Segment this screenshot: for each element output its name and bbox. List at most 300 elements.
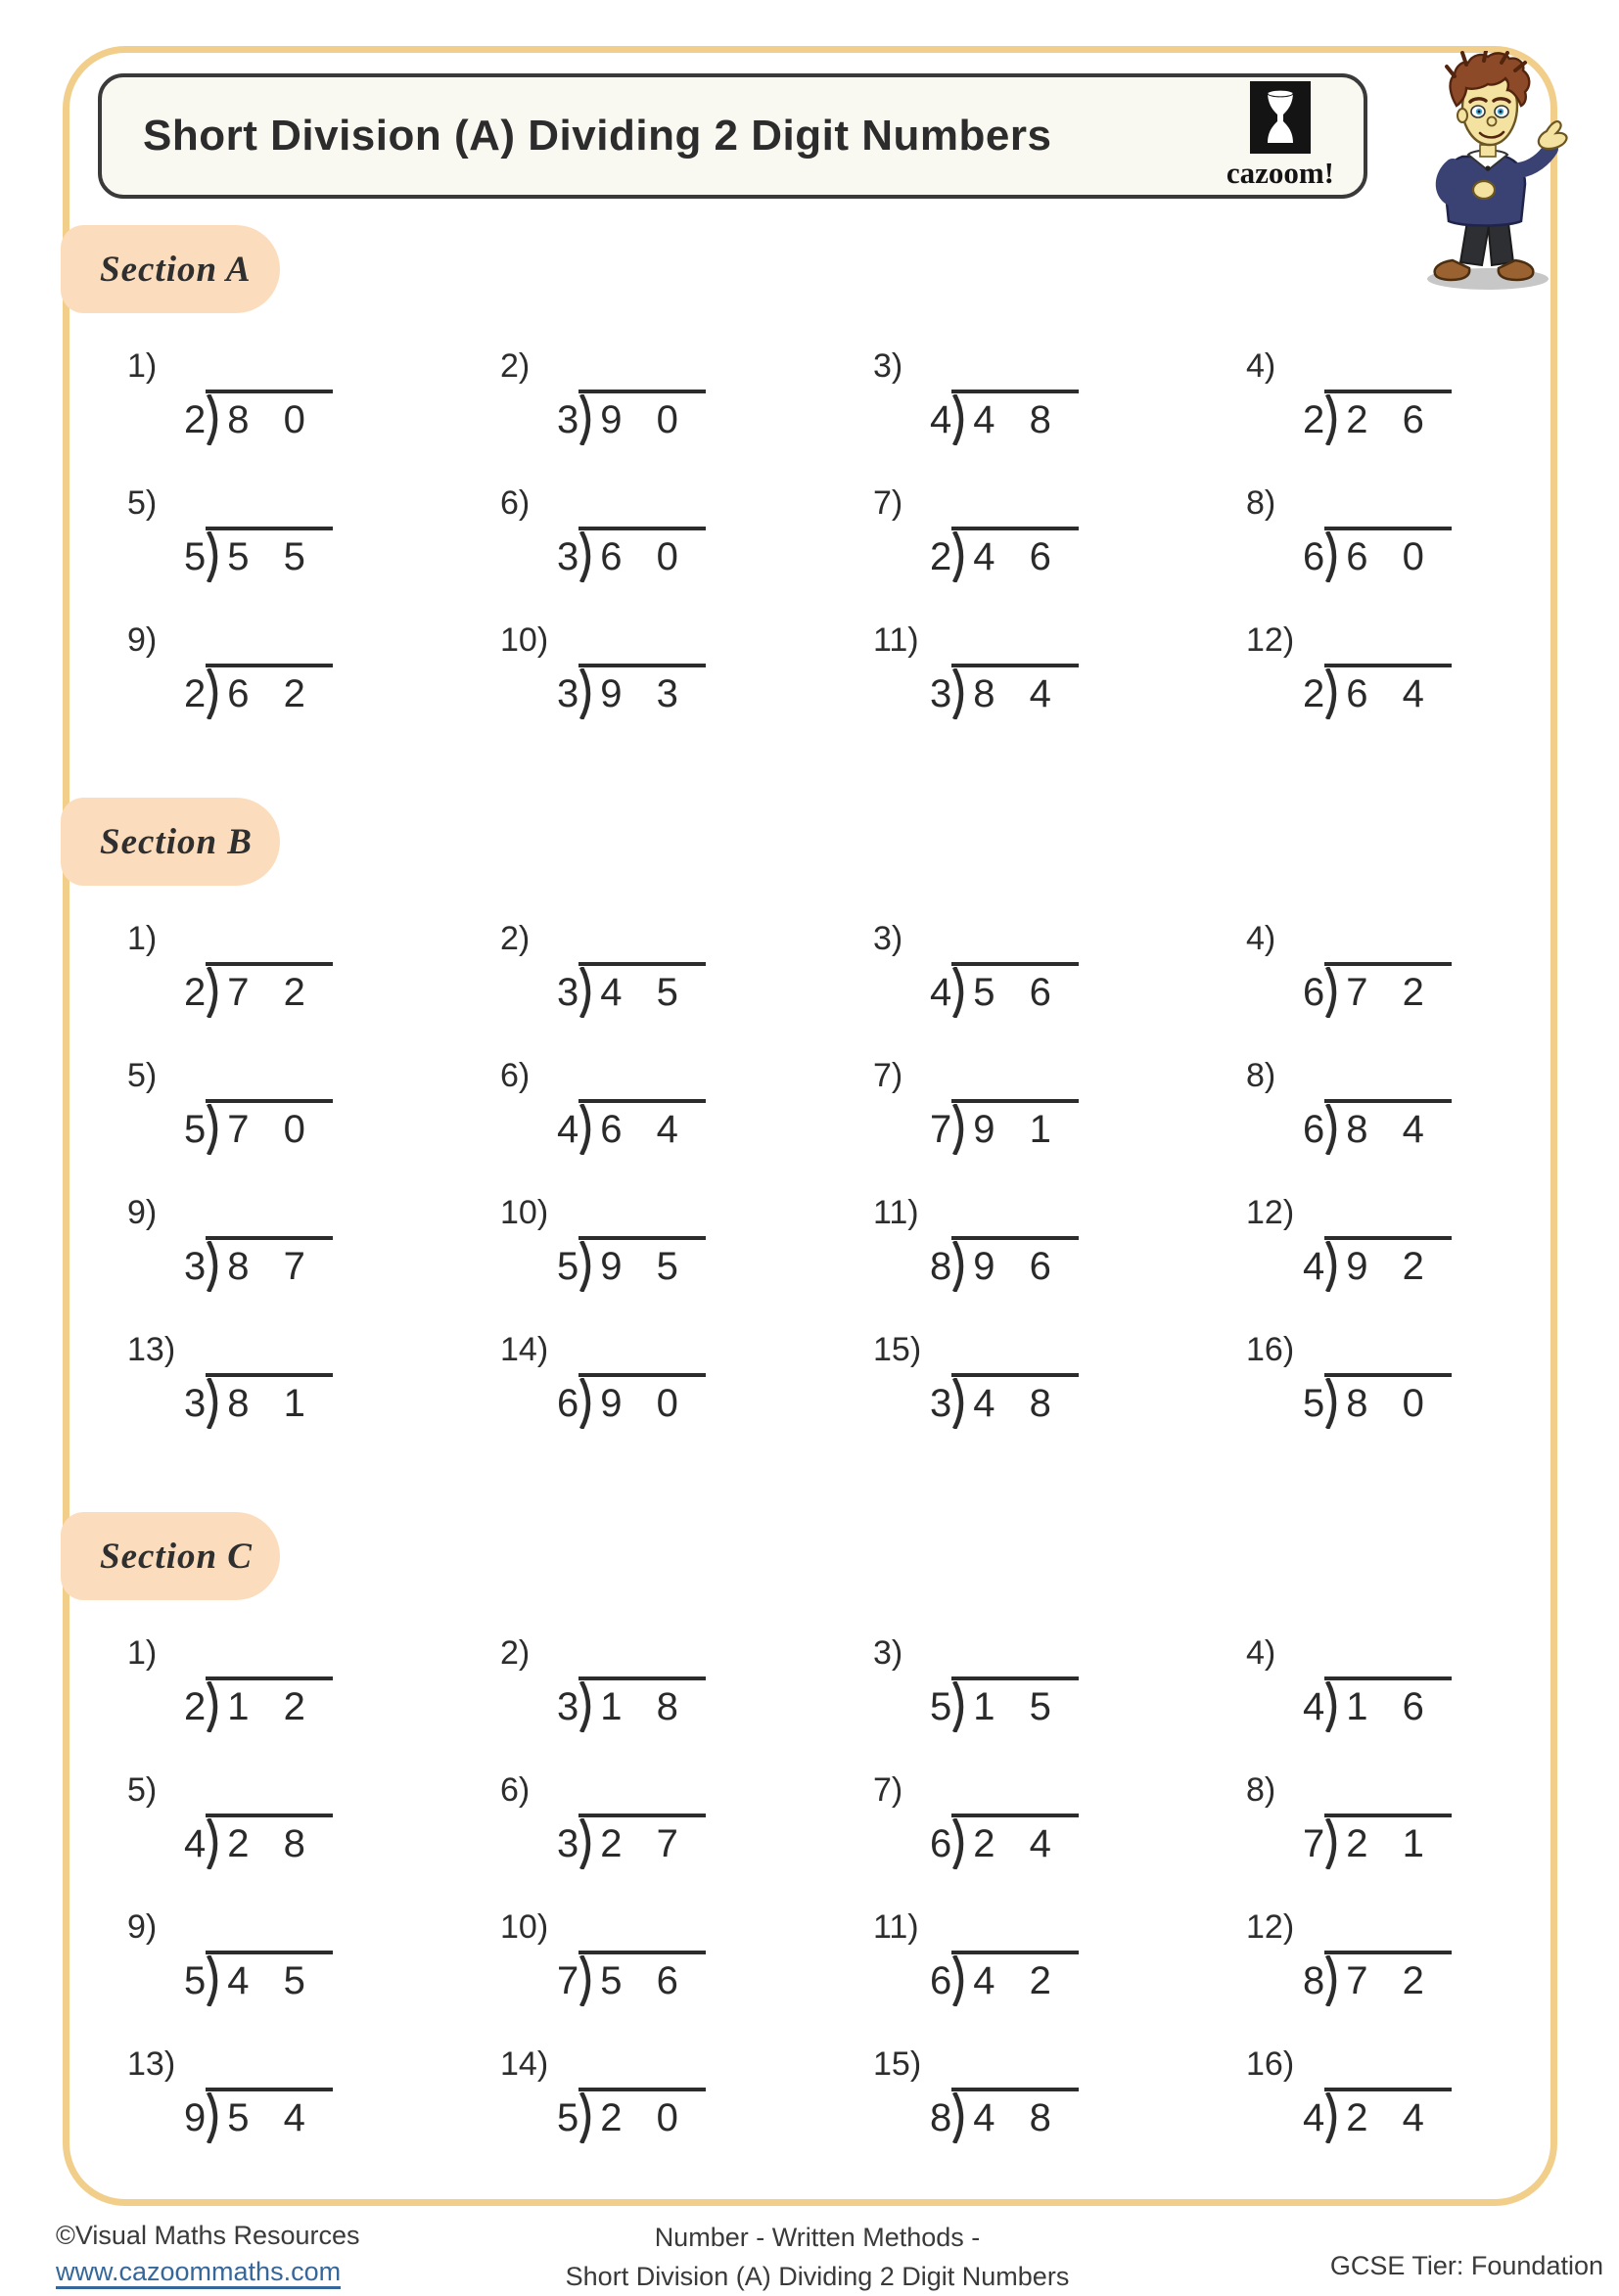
division-vinculum-group: [206, 2088, 333, 2143]
division-vinculum-group: [206, 527, 333, 582]
footer-tier: GCSE Tier: Foundation: [1329, 2251, 1603, 2280]
bus-stop-division: [557, 664, 706, 719]
division-vinculum-group: [578, 1951, 706, 2006]
division-dividend: 9 3: [600, 672, 690, 715]
division-vinculum-group: [1324, 1236, 1452, 1292]
division-bracket-icon: [1324, 1681, 1342, 1732]
division-problem: [1246, 920, 1619, 1014]
problem-number: 2): [500, 920, 531, 957]
division-vinculum-group: [206, 1814, 333, 1869]
division-divisor: 8: [930, 2096, 952, 2139]
division-vinculum-group: [578, 527, 706, 582]
division-divisor: 5: [930, 1685, 952, 1728]
problem-number: 11): [873, 1908, 919, 1946]
division-dividend: 5 4: [227, 2096, 317, 2139]
bus-stop-division: [930, 962, 1079, 1018]
problem-number: 3): [873, 347, 903, 385]
division-dividend: 4 6: [973, 535, 1063, 578]
division-dividend: 2 1: [1346, 1822, 1436, 1865]
division-bracket-icon: [578, 668, 596, 719]
bus-stop-division: [184, 1951, 333, 2006]
division-divisor: 2: [184, 1685, 207, 1728]
division-dividend: 9 5: [600, 1245, 690, 1288]
division-vinculum-group: [206, 1951, 333, 2006]
problem-number: 6): [500, 1057, 531, 1094]
bus-stop-division: [184, 1236, 333, 1292]
division-problem: [500, 1771, 873, 1865]
bus-stop-division: [184, 1099, 333, 1155]
problem-number: 13): [127, 2045, 176, 2083]
bus-stop-division: [1303, 2088, 1452, 2143]
division-divisor: 5: [184, 1108, 207, 1151]
division-divisor: 6: [1303, 535, 1325, 578]
bus-stop-division: [184, 1676, 333, 1732]
division-problem: [127, 1331, 500, 1425]
division-vinculum-group: [951, 1099, 1079, 1155]
problem-number: 12): [1246, 621, 1295, 659]
bus-stop-division: [930, 2088, 1079, 2143]
website-link[interactable]: www.cazoommaths.com: [56, 2257, 341, 2289]
division-vinculum-group: [1324, 664, 1452, 719]
division-divisor: 7: [557, 1959, 579, 2002]
division-vinculum-group: [951, 2088, 1079, 2143]
division-vinculum-group: [206, 1373, 333, 1429]
division-vinculum-group: [1324, 1099, 1452, 1155]
problem-number: 9): [127, 1908, 158, 1946]
division-divisor: 2: [184, 672, 207, 715]
division-problem: [873, 1771, 1246, 1865]
division-bracket-icon: [578, 2092, 596, 2143]
division-bracket-icon: [578, 394, 596, 445]
problem-number: 10): [500, 1908, 549, 1946]
division-problem: [873, 1057, 1246, 1151]
bus-stop-division: [184, 962, 333, 1018]
division-problem: [127, 1908, 500, 2002]
division-problem: [1246, 1057, 1619, 1151]
division-bracket-icon: [206, 668, 223, 719]
division-problem: [127, 621, 500, 715]
problem-number: 7): [873, 1771, 903, 1809]
division-vinculum-group: [206, 664, 333, 719]
problem-number: 4): [1246, 347, 1276, 385]
division-bracket-icon: [1324, 2092, 1342, 2143]
division-divisor: 5: [184, 1959, 207, 2002]
bus-stop-division: [1303, 1236, 1452, 1292]
worksheet-section: [0, 798, 1619, 1425]
division-problem: [1246, 1331, 1619, 1425]
division-divisor: 2: [930, 535, 952, 578]
division-problem: [873, 621, 1246, 715]
problem-number: 13): [127, 1331, 176, 1368]
problem-grid: [127, 347, 1619, 715]
division-vinculum-group: [951, 664, 1079, 719]
division-divisor: 8: [1303, 1959, 1325, 2002]
division-divisor: 3: [557, 1685, 579, 1728]
division-dividend: 5 5: [227, 535, 317, 578]
problem-number: 8): [1246, 1771, 1276, 1809]
division-dividend: 4 5: [600, 971, 690, 1014]
division-vinculum-group: [1324, 2088, 1452, 2143]
division-problem: [1246, 1908, 1619, 2002]
problem-number: 15): [873, 1331, 922, 1368]
worksheet-title-bar: [98, 73, 1367, 199]
division-problem: [873, 1194, 1246, 1288]
problem-number: 5): [127, 1057, 158, 1094]
division-dividend: 4 8: [973, 1382, 1063, 1425]
problem-number: 1): [127, 347, 158, 385]
division-problem: [127, 1057, 500, 1151]
problem-number: 3): [873, 920, 903, 957]
division-vinculum-group: [1324, 390, 1452, 445]
division-divisor: 3: [557, 672, 579, 715]
division-divisor: 3: [930, 1382, 952, 1425]
bus-stop-division: [1303, 664, 1452, 719]
logo-wordmark: cazoom!: [1226, 156, 1334, 190]
division-bracket-icon: [206, 1681, 223, 1732]
division-vinculum-group: [1324, 1814, 1452, 1869]
division-bracket-icon: [951, 531, 969, 582]
division-divisor: 7: [930, 1108, 952, 1151]
division-bracket-icon: [206, 1104, 223, 1155]
division-problem: [1246, 1771, 1619, 1865]
division-vinculum-group: [206, 1099, 333, 1155]
bus-stop-division: [184, 390, 333, 445]
division-problem: [127, 347, 500, 441]
problem-number: 6): [500, 1771, 531, 1809]
division-problem: [127, 484, 500, 578]
problem-number: 10): [500, 621, 549, 659]
bus-stop-division: [557, 1676, 706, 1732]
division-bracket-icon: [951, 394, 969, 445]
division-dividend: 9 2: [1346, 1245, 1436, 1288]
division-dividend: 8 4: [973, 672, 1063, 715]
division-divisor: 5: [184, 535, 207, 578]
division-dividend: 6 4: [1346, 672, 1436, 715]
division-vinculum-group: [951, 1951, 1079, 2006]
bus-stop-division: [930, 1814, 1079, 1869]
problem-number: 11): [873, 1194, 919, 1231]
division-dividend: 4 5: [227, 1959, 317, 2002]
division-dividend: 2 6: [1346, 398, 1436, 441]
division-bracket-icon: [578, 967, 596, 1018]
division-divisor: 4: [184, 1822, 207, 1865]
division-dividend: 6 0: [1346, 535, 1436, 578]
section-heading: [61, 798, 280, 886]
division-problem: [1246, 1194, 1619, 1288]
bus-stop-division: [557, 1236, 706, 1292]
division-problem: [500, 1057, 873, 1151]
bus-stop-division: [1303, 527, 1452, 582]
division-bracket-icon: [578, 1681, 596, 1732]
division-dividend: 7 2: [227, 971, 317, 1014]
division-bracket-icon: [951, 967, 969, 1018]
division-problem: [500, 347, 873, 441]
division-dividend: 8 7: [227, 1245, 317, 1288]
division-vinculum-group: [578, 1676, 706, 1732]
division-divisor: 5: [1303, 1382, 1325, 1425]
problem-number: 5): [127, 484, 158, 522]
division-divisor: 2: [184, 398, 207, 441]
division-vinculum-group: [951, 1236, 1079, 1292]
division-divisor: 4: [930, 398, 952, 441]
cazoom-logo: [1226, 81, 1334, 191]
bus-stop-division: [1303, 1373, 1452, 1429]
bus-stop-division: [930, 1099, 1079, 1155]
problem-number: 14): [500, 2045, 549, 2083]
footer-left: [56, 2218, 360, 2290]
division-dividend: 9 0: [600, 398, 690, 441]
division-dividend: 1 6: [1346, 1685, 1436, 1728]
division-problem: [1246, 2045, 1619, 2139]
division-divisor: 6: [1303, 971, 1325, 1014]
division-problem: [500, 920, 873, 1014]
division-dividend: 8 4: [1346, 1108, 1436, 1151]
division-divisor: 4: [1303, 1685, 1325, 1728]
division-bracket-icon: [206, 1241, 223, 1292]
worksheet-section: [0, 225, 1619, 715]
division-dividend: 1 8: [600, 1685, 690, 1728]
division-problem: [873, 1908, 1246, 2002]
section-heading-label: Section A: [100, 249, 252, 290]
division-dividend: 6 0: [600, 535, 690, 578]
division-divisor: 3: [557, 535, 579, 578]
division-problem: [873, 347, 1246, 441]
division-bracket-icon: [578, 1818, 596, 1869]
division-bracket-icon: [951, 668, 969, 719]
division-dividend: 8 0: [1346, 1382, 1436, 1425]
division-vinculum-group: [951, 527, 1079, 582]
division-problem: [873, 920, 1246, 1014]
section-heading-label: Section C: [100, 1536, 253, 1577]
division-problem: [127, 920, 500, 1014]
problem-number: 3): [873, 1634, 903, 1672]
division-bracket-icon: [951, 1104, 969, 1155]
division-dividend: 4 8: [973, 2096, 1063, 2139]
division-vinculum-group: [1324, 1951, 1452, 2006]
division-problem: [500, 1908, 873, 2002]
bus-stop-division: [1303, 1951, 1452, 2006]
division-dividend: 4 2: [973, 1959, 1063, 2002]
division-problem: [1246, 621, 1619, 715]
division-problem: [873, 484, 1246, 578]
bus-stop-division: [184, 1373, 333, 1429]
problem-number: 4): [1246, 1634, 1276, 1672]
bus-stop-division: [930, 1951, 1079, 2006]
division-dividend: 2 4: [1346, 2096, 1436, 2139]
division-divisor: 3: [930, 672, 952, 715]
division-vinculum-group: [951, 962, 1079, 1018]
division-bracket-icon: [1324, 668, 1342, 719]
division-dividend: 8 0: [227, 398, 317, 441]
bus-stop-division: [184, 527, 333, 582]
problem-number: 12): [1246, 1194, 1295, 1231]
division-dividend: 1 2: [227, 1685, 317, 1728]
division-problem: [1246, 1634, 1619, 1728]
problem-number: 6): [500, 484, 531, 522]
bus-stop-division: [184, 1814, 333, 1869]
division-vinculum-group: [206, 1676, 333, 1732]
problem-grid: [127, 1634, 1619, 2139]
division-problem: [500, 1634, 873, 1728]
division-bracket-icon: [951, 1378, 969, 1429]
problem-number: 16): [1246, 2045, 1295, 2083]
problem-number: 1): [127, 1634, 158, 1672]
division-divisor: 3: [557, 398, 579, 441]
problem-number: 2): [500, 1634, 531, 1672]
division-bracket-icon: [206, 531, 223, 582]
problem-number: 14): [500, 1331, 549, 1368]
division-vinculum-group: [578, 664, 706, 719]
division-divisor: 5: [557, 1245, 579, 1288]
section-heading: [61, 225, 280, 313]
bus-stop-division: [557, 1951, 706, 2006]
division-vinculum-group: [951, 390, 1079, 445]
division-bracket-icon: [578, 1955, 596, 2006]
division-problem: [873, 1331, 1246, 1425]
section-heading-label: Section B: [100, 821, 253, 862]
division-dividend: 7 2: [1346, 1959, 1436, 2002]
problem-number: 10): [500, 1194, 549, 1231]
division-problem: [500, 1194, 873, 1288]
division-dividend: 2 0: [600, 2096, 690, 2139]
division-vinculum-group: [206, 962, 333, 1018]
problem-number: 5): [127, 1771, 158, 1809]
division-vinculum-group: [578, 1099, 706, 1155]
division-divisor: 5: [557, 2096, 579, 2139]
division-bracket-icon: [1324, 1104, 1342, 1155]
bus-stop-division: [557, 527, 706, 582]
division-divisor: 6: [930, 1822, 952, 1865]
division-dividend: 5 6: [600, 1959, 690, 2002]
division-vinculum-group: [206, 390, 333, 445]
division-divisor: 6: [1303, 1108, 1325, 1151]
division-problem: [500, 621, 873, 715]
division-bracket-icon: [1324, 967, 1342, 1018]
bus-stop-division: [557, 1814, 706, 1869]
division-vinculum-group: [578, 962, 706, 1018]
division-bracket-icon: [578, 1104, 596, 1155]
problem-number: 7): [873, 1057, 903, 1094]
division-divisor: 4: [1303, 2096, 1325, 2139]
division-dividend: 9 6: [973, 1245, 1063, 1288]
bus-stop-division: [557, 390, 706, 445]
division-vinculum-group: [951, 1814, 1079, 1869]
division-problem: [127, 2045, 500, 2139]
footer-topic-line2: Short Division (A) Dividing 2 Digit Numbers: [565, 2262, 1070, 2291]
division-dividend: 9 1: [973, 1108, 1063, 1151]
worksheet-section: [0, 1512, 1619, 2139]
copyright-text: ©Visual Maths Resources: [56, 2221, 360, 2250]
division-bracket-icon: [1324, 531, 1342, 582]
division-bracket-icon: [206, 967, 223, 1018]
problem-number: 8): [1246, 1057, 1276, 1094]
bus-stop-division: [930, 527, 1079, 582]
division-dividend: 2 4: [973, 1822, 1063, 1865]
division-divisor: 2: [184, 971, 207, 1014]
division-vinculum-group: [578, 1814, 706, 1869]
division-vinculum-group: [578, 390, 706, 445]
division-bracket-icon: [206, 2092, 223, 2143]
footer-topic-line1: Number - Written Methods -: [654, 2223, 981, 2252]
division-vinculum-group: [951, 1373, 1079, 1429]
division-divisor: 3: [557, 1822, 579, 1865]
problem-number: 2): [500, 347, 531, 385]
division-divisor: 2: [1303, 672, 1325, 715]
page-title: Short Division (A) Dividing 2 Digit Numbers: [143, 112, 1052, 160]
division-bracket-icon: [951, 1241, 969, 1292]
division-bracket-icon: [951, 1818, 969, 1869]
problem-number: 9): [127, 1194, 158, 1231]
division-bracket-icon: [1324, 1955, 1342, 2006]
division-problem: [127, 1634, 500, 1728]
division-bracket-icon: [1324, 1378, 1342, 1429]
footer-center: [445, 2218, 1189, 2296]
division-dividend: 8 1: [227, 1382, 317, 1425]
division-bracket-icon: [951, 2092, 969, 2143]
bus-stop-division: [184, 664, 333, 719]
division-bracket-icon: [1324, 394, 1342, 445]
bus-stop-division: [1303, 1814, 1452, 1869]
goblet-icon: [1250, 81, 1311, 154]
division-vinculum-group: [206, 1236, 333, 1292]
division-dividend: 6 4: [600, 1108, 690, 1151]
division-dividend: 1 5: [973, 1685, 1063, 1728]
division-bracket-icon: [578, 1241, 596, 1292]
division-vinculum-group: [578, 1373, 706, 1429]
problem-grid: [127, 920, 1619, 1425]
division-vinculum-group: [951, 1676, 1079, 1732]
division-bracket-icon: [578, 1378, 596, 1429]
bus-stop-division: [930, 1236, 1079, 1292]
division-problem: [500, 1331, 873, 1425]
division-bracket-icon: [206, 1378, 223, 1429]
division-divisor: 7: [1303, 1822, 1325, 1865]
problem-number: 12): [1246, 1908, 1295, 1946]
division-dividend: 6 2: [227, 672, 317, 715]
division-divisor: 3: [557, 971, 579, 1014]
bus-stop-division: [557, 1099, 706, 1155]
division-vinculum-group: [1324, 527, 1452, 582]
problem-number: 1): [127, 920, 158, 957]
division-problem: [1246, 347, 1619, 441]
division-bracket-icon: [1324, 1818, 1342, 1869]
division-bracket-icon: [206, 1818, 223, 1869]
division-bracket-icon: [578, 531, 596, 582]
problem-number: 4): [1246, 920, 1276, 957]
division-divisor: 4: [1303, 1245, 1325, 1288]
division-problem: [127, 1771, 500, 1865]
division-vinculum-group: [1324, 1373, 1452, 1429]
division-divisor: 8: [930, 1245, 952, 1288]
division-problem: [127, 1194, 500, 1288]
division-problem: [873, 1634, 1246, 1728]
bus-stop-division: [557, 962, 706, 1018]
problem-number: 16): [1246, 1331, 1295, 1368]
division-dividend: 2 7: [600, 1822, 690, 1865]
problem-number: 9): [127, 621, 158, 659]
division-bracket-icon: [206, 1955, 223, 2006]
division-dividend: 9 0: [600, 1382, 690, 1425]
division-bracket-icon: [1324, 1241, 1342, 1292]
problem-number: 15): [873, 2045, 922, 2083]
bus-stop-division: [1303, 1676, 1452, 1732]
division-bracket-icon: [951, 1955, 969, 2006]
bus-stop-division: [1303, 962, 1452, 1018]
section-heading: [61, 1512, 280, 1600]
bus-stop-division: [930, 664, 1079, 719]
division-divisor: 9: [184, 2096, 207, 2139]
division-divisor: 6: [930, 1959, 952, 2002]
